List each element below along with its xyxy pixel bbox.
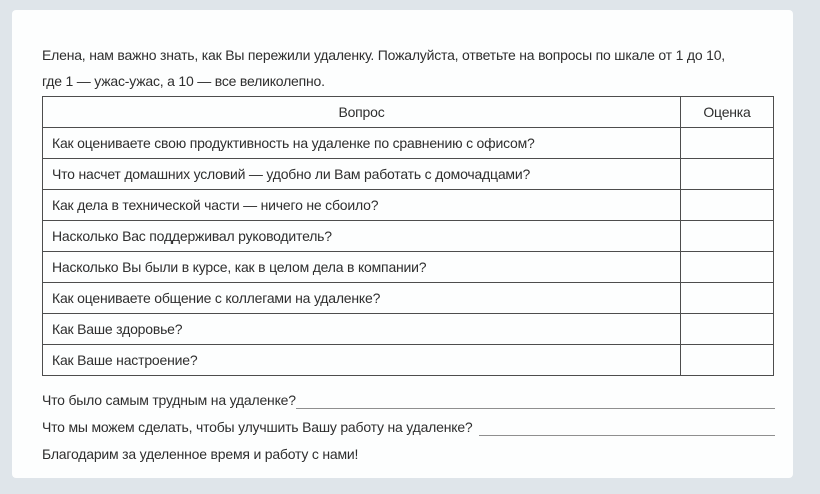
answer-blank-1[interactable] (296, 408, 775, 409)
table-row (43, 221, 774, 252)
score-cell[interactable] (681, 345, 774, 376)
open-question-1-label: Что было самым трудным на удаленке? (42, 392, 296, 408)
table-row (43, 345, 774, 376)
score-cell[interactable] (681, 221, 774, 252)
question-cell: Насколько Вас поддерживал руководитель? (43, 221, 681, 252)
score-column-header: Оценка (681, 97, 774, 128)
table-row (43, 190, 774, 221)
intro-line-2: где 1 — ужас-ужас, а 10 — все великолепно. (42, 73, 325, 89)
question-cell: Как Ваше настроение? (43, 345, 681, 376)
score-cell[interactable] (681, 314, 774, 345)
question-cell: Как дела в технической части — ничего не сбоило? (43, 190, 681, 221)
question-column-header: Вопрос (43, 97, 681, 128)
score-cell[interactable] (681, 252, 774, 283)
open-question-2-label: Что мы можем сделать, чтобы улучшить Вашу работу на удаленке? (42, 419, 473, 435)
question-cell: Как Ваше здоровье? (43, 314, 681, 345)
question-cell: Как оцениваете свою продуктивность на удаленке по сравнению с офисом? (43, 128, 681, 159)
score-cell[interactable] (681, 190, 774, 221)
questions-table (42, 96, 774, 376)
footer-section (42, 387, 775, 468)
table-row (43, 314, 774, 345)
score-cell[interactable] (681, 159, 774, 190)
score-cell[interactable] (681, 283, 774, 314)
open-question-1 (42, 387, 775, 414)
table-row (43, 128, 774, 159)
table-row (43, 283, 774, 314)
answer-blank-2[interactable] (479, 435, 775, 436)
question-cell: Что насчет домашних условий — удобно ли Вам работать с домочадцами? (43, 159, 681, 190)
intro-text (42, 42, 775, 94)
table-header-row (43, 97, 774, 128)
table-row (43, 252, 774, 283)
intro-line-1: Елена, нам важно знать, как Вы пережили удаленку. Пожалуйста, ответьте на вопросы по шкале от 1 до 10, (42, 47, 725, 63)
table-row (43, 159, 774, 190)
questionnaire-card (12, 10, 793, 478)
thanks-text: Благодарим за уделенное время и работу с нами! (42, 446, 359, 462)
question-cell: Как оцениваете общение с коллегами на удаленке? (43, 283, 681, 314)
question-cell: Насколько Вы были в курсе, как в целом дела в компании? (43, 252, 681, 283)
score-cell[interactable] (681, 128, 774, 159)
open-question-2 (42, 414, 775, 441)
